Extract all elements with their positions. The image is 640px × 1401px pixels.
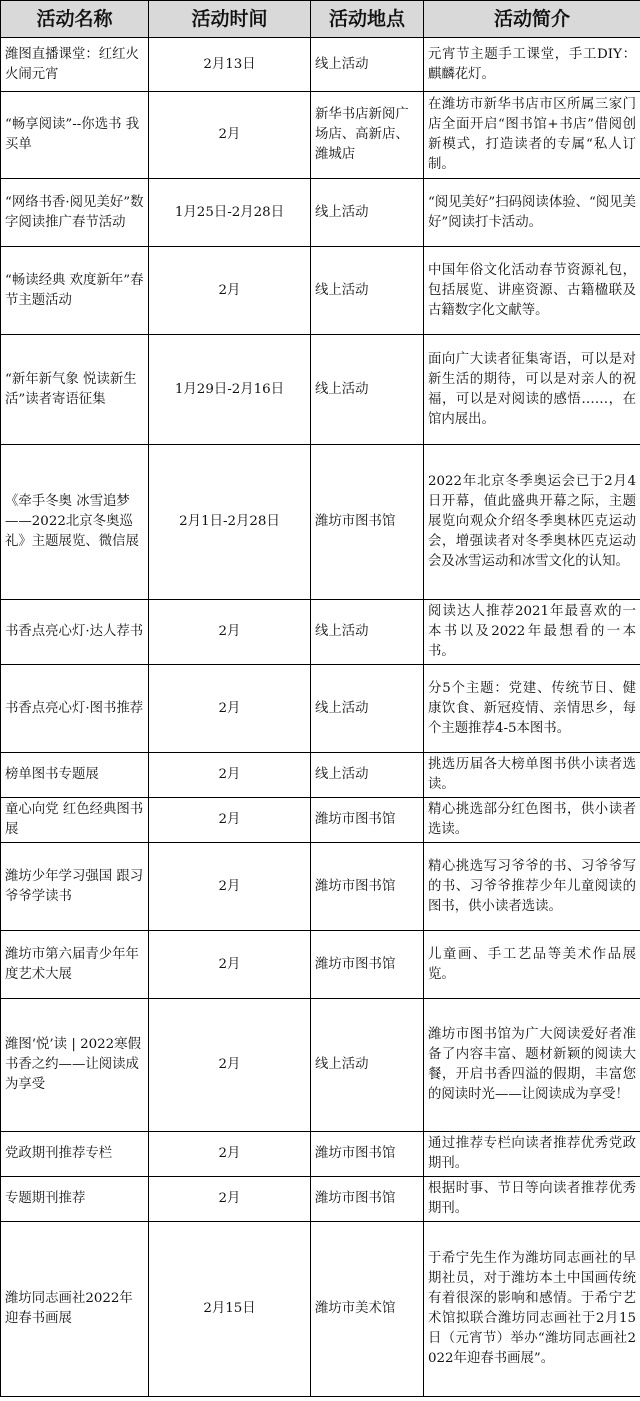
activity-desc: 阅读达人推荐2021年最喜欢的一本书以及2022年最想看的一本书。	[424, 600, 640, 665]
activity-desc: 通过推荐专栏向读者推荐优秀党政期刊。	[424, 1132, 640, 1177]
activity-name: 书香点亮心灯·图书推荐	[1, 665, 149, 753]
activity-place: 线上活动	[311, 665, 424, 753]
activity-desc: 精心挑选写习爷爷的书、习爷爷写的书、习爷爷推荐少年儿童阅读的图书，供小读者选读。	[424, 843, 640, 931]
table-row	[1, 999, 640, 1132]
activity-place: 潍坊市美术馆	[311, 1222, 424, 1397]
activity-time: 2月	[149, 247, 311, 335]
activity-place: 新华书店新阅广场店、高新店、潍城店	[311, 92, 424, 179]
table-row	[1, 445, 640, 600]
activity-desc: 元宵节主题手工课堂，手工DIY：麒麟花灯。	[424, 38, 640, 92]
activity-desc: 2022年北京冬季奥运会已于2月4日开幕，值此盛典开幕之际，主题展览向观众介绍冬季奥林匹克运动会，增强读者对冬季奥林匹克运动会及冰雪运动和冰雪文化的认知。	[424, 445, 640, 600]
activity-time: 2月	[149, 665, 311, 753]
activity-name: “畅读经典 欢度新年”春节主题活动	[1, 247, 149, 335]
activity-place: 潍坊市图书馆	[311, 1177, 424, 1222]
table-row	[1, 38, 640, 92]
activity-desc: 分5个主题：党建、传统节日、健康饮食、新冠疫情、亲情思乡，每个主题推荐4-5本图书。	[424, 665, 640, 753]
activity-place: 线上活动	[311, 335, 424, 445]
activity-place: 潍坊市图书馆	[311, 843, 424, 931]
activity-name: 潍坊市第六届青少年年度艺术大展	[1, 931, 149, 999]
header-activity-desc: 活动简介	[424, 1, 640, 38]
header-activity-time: 活动时间	[149, 1, 311, 38]
table-header-row	[1, 1, 640, 38]
activity-place: 潍坊市图书馆	[311, 445, 424, 600]
activity-name: 童心向党 红色经典图书展	[1, 798, 149, 843]
activity-place: 线上活动	[311, 247, 424, 335]
activity-desc: 挑选历届各大榜单图书供小读者选读。	[424, 753, 640, 798]
header-activity-name: 活动名称	[1, 1, 149, 38]
activity-name: “畅享阅读”--你选书 我买单	[1, 92, 149, 179]
activity-time: 2月	[149, 753, 311, 798]
activity-desc: 在潍坊市新华书店市区所属三家门店全面开启“图书馆+书店”借阅创新模式，打造读者的专属“私人订制。	[424, 92, 640, 179]
activity-desc: 儿童画、手工艺品等美术作品展览。	[424, 931, 640, 999]
activity-name: 《牵手冬奥 冰雪追梦——2022北京冬奥巡礼》主题展览、微信展	[1, 445, 149, 600]
activity-desc: “阅见美好”扫码阅读体验、“阅见美好”阅读打卡活动。	[424, 179, 640, 247]
activity-desc: 面向广大读者征集寄语，可以是对新生活的期待，可以是对亲人的祝福，可以是对阅读的感悟……，在馆内展出。	[424, 335, 640, 445]
activity-time: 1月25日-2月28日	[149, 179, 311, 247]
table-row	[1, 753, 640, 798]
activity-time: 2月	[149, 798, 311, 843]
activity-name: “新年新气象 悦读新生活”读者寄语征集	[1, 335, 149, 445]
activity-time: 1月29日-2月16日	[149, 335, 311, 445]
activity-time: 2月	[149, 1177, 311, 1222]
activity-place: 潍坊市图书馆	[311, 798, 424, 843]
activity-name: 书香点亮心灯·达人荐书	[1, 600, 149, 665]
activity-time: 2月	[149, 931, 311, 999]
table-row	[1, 843, 640, 931]
activity-place: 线上活动	[311, 179, 424, 247]
table-row	[1, 179, 640, 247]
activity-time: 2月	[149, 843, 311, 931]
activity-desc: 中国年俗文化活动春节资源礼包，包括展览、讲座资源、古籍楹联及古籍数字化文献等。	[424, 247, 640, 335]
activity-desc: 根据时事、节日等向读者推荐优秀期刊。	[424, 1177, 640, 1222]
table-row	[1, 665, 640, 753]
activity-place: 潍坊市图书馆	[311, 931, 424, 999]
table-row	[1, 600, 640, 665]
activity-name: 党政期刊推荐专栏	[1, 1132, 149, 1177]
activity-time: 2月	[149, 1132, 311, 1177]
activity-name: 潍坊同志画社2022年迎春书画展	[1, 1222, 149, 1397]
activity-desc: 于希宁先生作为潍坊同志画社的早期社员，对于潍坊本土中国画传统有着很深的影响和感情。于希宁艺术馆拟联合潍坊同志画社于2月15日（元宵节）举办“潍坊同志画社2022年迎春书画展”。	[424, 1222, 640, 1397]
header-activity-place: 活动地点	[311, 1, 424, 38]
activity-place: 线上活动	[311, 600, 424, 665]
activity-time: 2月13日	[149, 38, 311, 92]
activity-time: 2月	[149, 92, 311, 179]
activity-name: 潍图直播课堂：红红火火闹元宵	[1, 38, 149, 92]
activity-time: 2月	[149, 999, 311, 1132]
activity-name: 专题期刊推荐	[1, 1177, 149, 1222]
activity-time: 2月	[149, 600, 311, 665]
activity-name: 榜单图书专题展	[1, 753, 149, 798]
activity-time: 2月1日-2月28日	[149, 445, 311, 600]
table-row	[1, 931, 640, 999]
table-row	[1, 92, 640, 179]
table-row	[1, 1177, 640, 1222]
activity-name: 潍图‘悦’读 | 2022寒假书香之约——让阅读成为享受	[1, 999, 149, 1132]
table-row	[1, 1132, 640, 1177]
activity-place: 线上活动	[311, 38, 424, 92]
activity-name: 潍坊少年学习强国 跟习爷爷学读书	[1, 843, 149, 931]
table-row	[1, 335, 640, 445]
table-row	[1, 798, 640, 843]
activity-place: 潍坊市图书馆	[311, 1132, 424, 1177]
table-row	[1, 247, 640, 335]
activity-desc: 精心挑选部分红色图书，供小读者选读。	[424, 798, 640, 843]
activity-name: “网络书香·阅见美好”数字阅读推广春节活动	[1, 179, 149, 247]
activity-desc: 潍坊市图书馆为广大阅读爱好者准备了内容丰富、题材新颖的阅读大餐，开启书香四溢的假期，丰富您的阅读时光——让阅读成为享受！	[424, 999, 640, 1132]
activity-place: 线上活动	[311, 999, 424, 1132]
table-row	[1, 1222, 640, 1397]
activity-place: 线上活动	[311, 753, 424, 798]
activity-time: 2月15日	[149, 1222, 311, 1397]
